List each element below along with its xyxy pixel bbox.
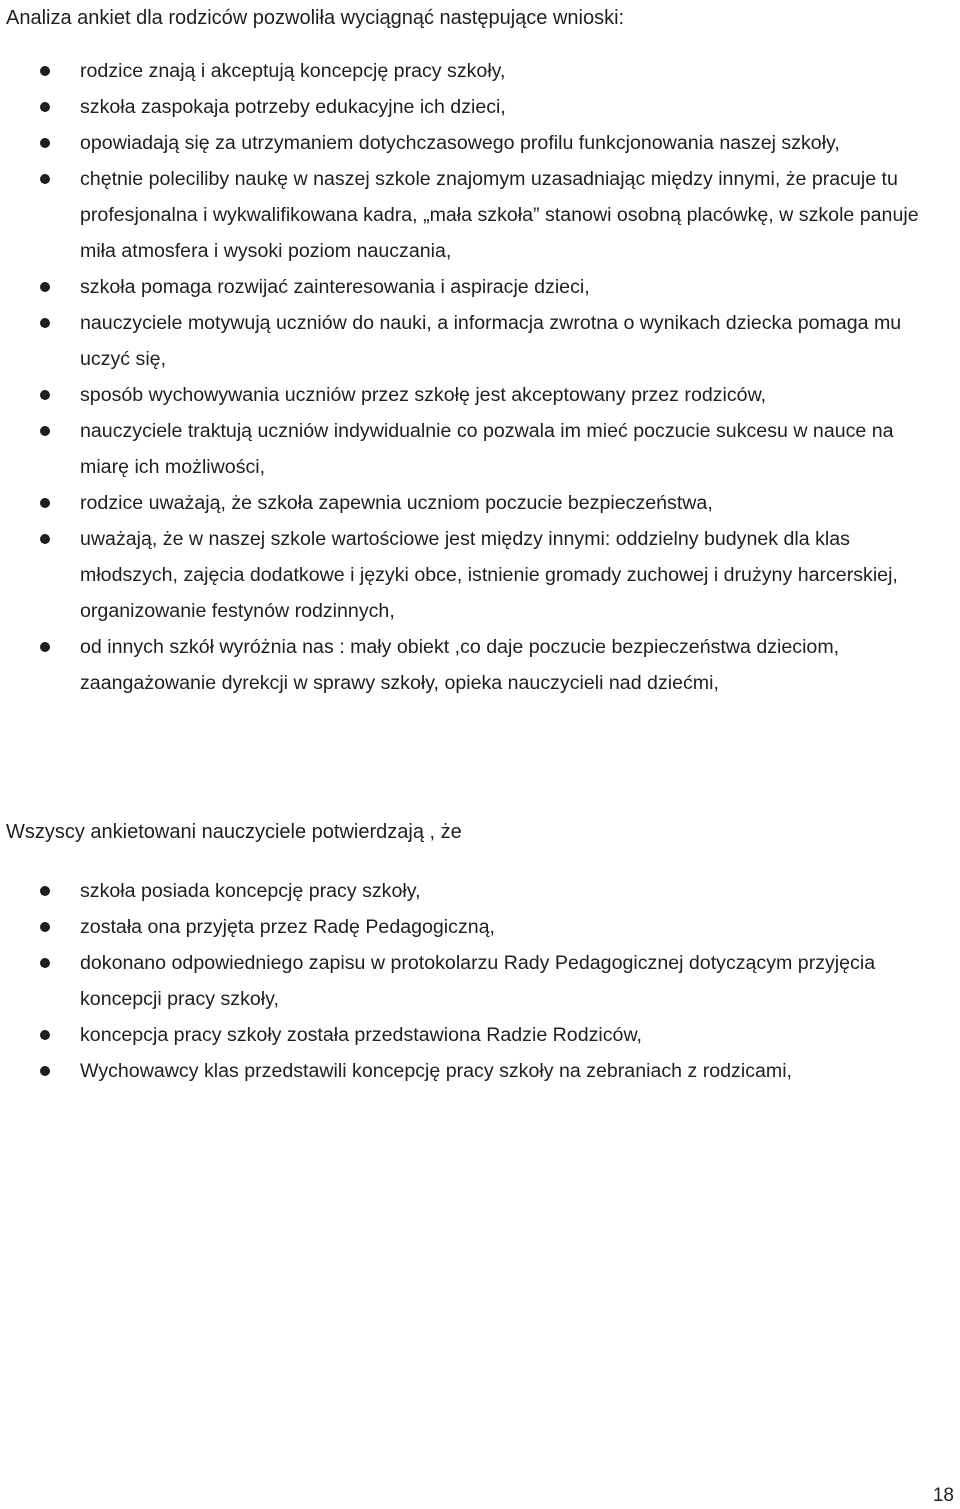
bullet-icon (40, 1066, 50, 1076)
page-number: 18 (932, 1485, 954, 1506)
bullet-icon (40, 886, 50, 896)
list-item: sposób wychowywania uczniów przez szkołę jest akceptowany przez rodziców, (0, 377, 960, 413)
bullet-icon (40, 922, 50, 932)
bullet-icon (40, 138, 50, 148)
list-item: została ona przyjęta przez Radę Pedagogiczną, (0, 909, 960, 945)
bullet-icon (40, 958, 50, 968)
teachers-survey-heading: Wszyscy ankietowani nauczyciele potwierdzają , że (6, 821, 462, 843)
list-item: opowiadają się za utrzymaniem dotychczasowego profilu funkcjonowania naszej szkoły, (0, 125, 960, 161)
bullet-icon (40, 102, 50, 112)
bullet-icon (40, 174, 50, 184)
bullet-icon (40, 390, 50, 400)
bullet-icon (40, 318, 50, 328)
bullet-icon (40, 642, 50, 652)
list-item: rodzice uważają, że szkoła zapewnia uczniom poczucie bezpieczeństwa, (0, 485, 960, 521)
parents-survey-heading: Analiza ankiet dla rodziców pozwoliła wyciągnąć następujące wnioski: (6, 7, 625, 29)
list-item: szkoła pomaga rozwijać zainteresowania i aspiracje dzieci, (0, 269, 960, 305)
parents-conclusions-list (0, 53, 960, 701)
bullet-icon (40, 426, 50, 436)
list-item: uważają, że w naszej szkole wartościowe jest między innymi: oddzielny budynek dla klas młodszych, zajęcia dodatkowe i języki obce, istnienie gromady zuchowej i drużyny harcerskiej, organizowanie festynów rodzinnych, (0, 521, 960, 629)
bullet-icon (40, 282, 50, 292)
list-item: rodzice znają i akceptują koncepcję pracy szkoły, (0, 53, 960, 89)
list-item: szkoła zaspokaja potrzeby edukacyjne ich dzieci, (0, 89, 960, 125)
bullet-icon (40, 498, 50, 508)
list-item: Wychowawcy klas przedstawili koncepcję pracy szkoły na zebraniach z rodzicami, (0, 1053, 960, 1089)
bullet-icon (40, 66, 50, 76)
list-item: nauczyciele traktują uczniów indywidualnie co pozwala im mieć poczucie sukcesu w nauce na miarę ich możliwości, (0, 413, 960, 485)
list-item: dokonano odpowiedniego zapisu w protokolarzu Rady Pedagogicznej dotyczącym przyjęcia koncepcji pracy szkoły, (0, 945, 960, 1017)
list-item: szkoła posiada koncepcję pracy szkoły, (0, 873, 960, 909)
bullet-icon (40, 1030, 50, 1040)
teachers-confirmations-list (0, 873, 960, 1089)
list-item: nauczyciele motywują uczniów do nauki, a informacja zwrotna o wynikach dziecka pomaga mu uczyć się, (0, 305, 960, 377)
list-item: chętnie poleciliby naukę w naszej szkole znajomym uzasadniając między innymi, że pracuje tu profesjonalna i wykwalifikowana kadra, „mała szkoła” stanowi osobną placówkę, w szkole panuje miła atmosfera i wysoki poziom nauczania, (0, 161, 960, 269)
list-item: koncepcja pracy szkoły została przedstawiona Radzie Rodziców, (0, 1017, 960, 1053)
list-item: od innych szkół wyróżnia nas : mały obiekt ,co daje poczucie bezpieczeństwa dzieciom, zaangażowanie dyrekcji w sprawy szkoły, opieka nauczycieli nad dziećmi, (0, 629, 960, 701)
bullet-icon (40, 534, 50, 544)
